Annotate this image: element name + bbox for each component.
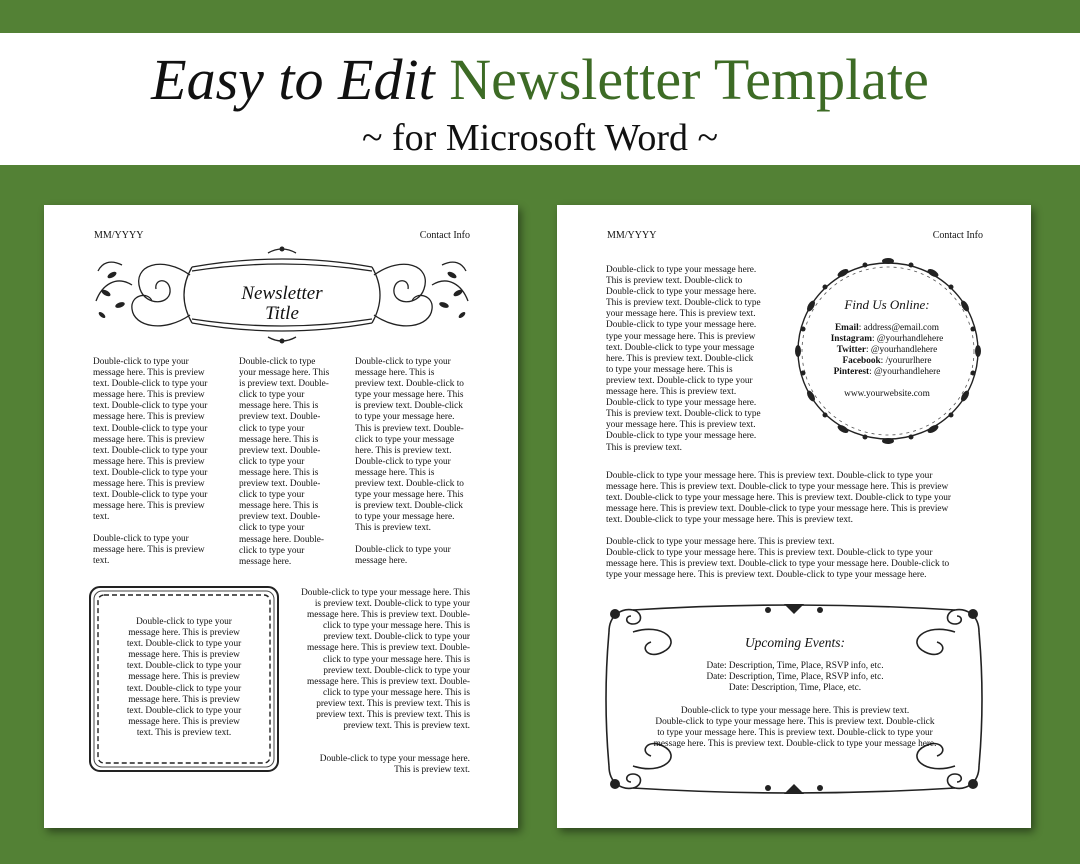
right-intro-paragraph: Double-click to type your message here. This is preview text. Double-click to Double-click to type your message here. This is preview text. Double-click to type your message here. This is preview text. Double-click to type your message here. type your message here. This is preview text. Double-click to type your message here. This is preview text. Double-click to type your message here. This is preview text. Double-click to type your message here. This is preview text. Double-click to type your message here. This is preview text. Double-click to type your message here. This is preview text. Double-click to type your message here. This is preview text. bbox=[606, 265, 761, 453]
banner-subtitle: ~ for Microsoft Word ~ bbox=[361, 117, 719, 159]
banner bbox=[0, 33, 1080, 165]
left-right-paragraph-2: Double-click to type your message here. This is preview text. bbox=[319, 754, 470, 776]
upcoming-events-title: Upcoming Events: bbox=[744, 635, 846, 650]
banner-title-italic: Easy to Edit bbox=[151, 47, 435, 112]
twitter-value: : @yourhandlehere bbox=[865, 345, 938, 356]
events-list bbox=[637, 661, 953, 694]
ornate-events-frame-icon bbox=[603, 602, 985, 796]
email-label: Email bbox=[834, 323, 859, 333]
left-column-2-paragraph: Double-click to type your message here. This is preview text. Double- click to type your message here. This is preview text. Double- click to type your message here. This is preview text. Double- click to type your message here. This is preview text. Double- click to type your message here. This is preview text. Double- click to type your message here. Double- click to type your message here. bbox=[239, 357, 330, 567]
website: www.yourwebsite.com bbox=[844, 389, 930, 400]
instagram-value: : @yourhandlehere bbox=[872, 334, 944, 345]
event-item: Date: Description, Time, Place, RSVP info, etc. bbox=[706, 672, 884, 683]
left-column-3-paragraph-1: Double-click to type your message here. This is preview text. Double-click to type your message here. This is preview text. Double-click to type your message here. This is preview text. Double- click to type your message here. This is preview text. Double-click to type your message here. This is preview text. Double-click to type your message here. This is preview text. Double-click to type your message here. This is preview text. bbox=[355, 357, 464, 534]
twitter-line bbox=[797, 345, 977, 356]
banner-title-green: Newsletter Template bbox=[449, 47, 929, 112]
instagram-label: Instagram bbox=[830, 334, 873, 345]
framed-text: Double-click to type your message here. This is preview text. Double-click to type your message here. This is preview text. Double-click to type your message here. This is preview text. Double-click to type your message here. This is preview text. Double-click to type your message here. This is preview text. This is preview text. bbox=[126, 617, 242, 738]
banner-title bbox=[0, 47, 1080, 113]
ornate-title-banner-icon bbox=[92, 245, 472, 345]
events-body: Double-click to type your message here. This is preview text. Double-click to type your message here. This is preview text. Double-click to type your message here. This is preview text. Double-click to type your message here. This is preview text. Double-click to type your message here. bbox=[653, 706, 937, 750]
email-line bbox=[797, 323, 977, 334]
right-page bbox=[557, 205, 1031, 828]
right-contact-info: Contact Info bbox=[932, 230, 983, 241]
pinterest-value: : @yourhandlehere bbox=[869, 367, 941, 378]
left-column-3-paragraph-2: Double-click to type your message here. bbox=[355, 545, 451, 567]
newsletter-title-line2: Title bbox=[265, 303, 299, 324]
left-page bbox=[44, 205, 518, 828]
newsletter-title-line1: Newsletter bbox=[241, 283, 323, 304]
pinterest-line bbox=[797, 367, 977, 378]
left-contact-info: Contact Info bbox=[419, 230, 470, 241]
left-right-paragraph-1: Double-click to type your message here. This is preview text. Double-click to type your message here. This is preview text. Double- click to type your message here. This is preview text. Double-click to type your message here. This is preview text. Double- click to type your message here. This is preview text. Double-click to type your message here. This is preview text. Double- click to type your message here. This is preview text. This is preview text. This is preview text. This is preview text. This is preview text. This is preview text. bbox=[301, 588, 470, 732]
right-paragraph-1: Double-click to type your message here. This is preview text. Double-click to type your message here. This is preview text. Double-click to type your message here. This is preview text. Double-click to type your message here. This is preview text. Double-click to type your message here. This is preview text. Double-click to type your message here. This is preview text. Double-click to type your message here. This is preview text. bbox=[606, 471, 952, 526]
event-item: Date: Description, Time, Place, RSVP info, etc. bbox=[706, 661, 884, 671]
facebook-line bbox=[797, 356, 977, 367]
facebook-value: : /yoururlhere bbox=[880, 356, 932, 367]
left-date: MM/YYYY bbox=[94, 230, 144, 241]
find-us-online-title: Find Us Online: bbox=[844, 297, 930, 312]
top-green-band bbox=[0, 0, 1080, 33]
pinterest-label: Pinterest bbox=[833, 367, 870, 378]
left-column-1-paragraph-2: Double-click to type your message here. This is preview text. bbox=[93, 534, 205, 567]
facebook-label: Facebook bbox=[842, 356, 881, 367]
left-column-1-paragraph-1: Double-click to type your message here. This is preview text. Double-click to type your message here. This is preview text. Double-click to type your message here. This is preview text. Double-click to type your message here. This is preview text. Double-click to type your message here. This is preview text. Double-click to type your message here. This is preview text. Double-click to type your message here. This is preview text. bbox=[93, 357, 208, 523]
twitter-label: Twitter bbox=[836, 345, 866, 356]
instagram-line bbox=[797, 334, 977, 345]
event-item: Date: Description, Time, Place, etc. bbox=[728, 683, 862, 694]
right-date: MM/YYYY bbox=[607, 230, 657, 241]
social-links bbox=[797, 323, 977, 401]
email-value: : address@email.com bbox=[858, 323, 940, 333]
right-paragraph-2: Double-click to type your message here. This is preview text. Double-click to type your message here. This is preview text. Double-click to type your message here. This is preview text. Double-click to type your message here. Double-click to type your message here. This is preview text. Double-click to type your message here. bbox=[606, 537, 950, 581]
